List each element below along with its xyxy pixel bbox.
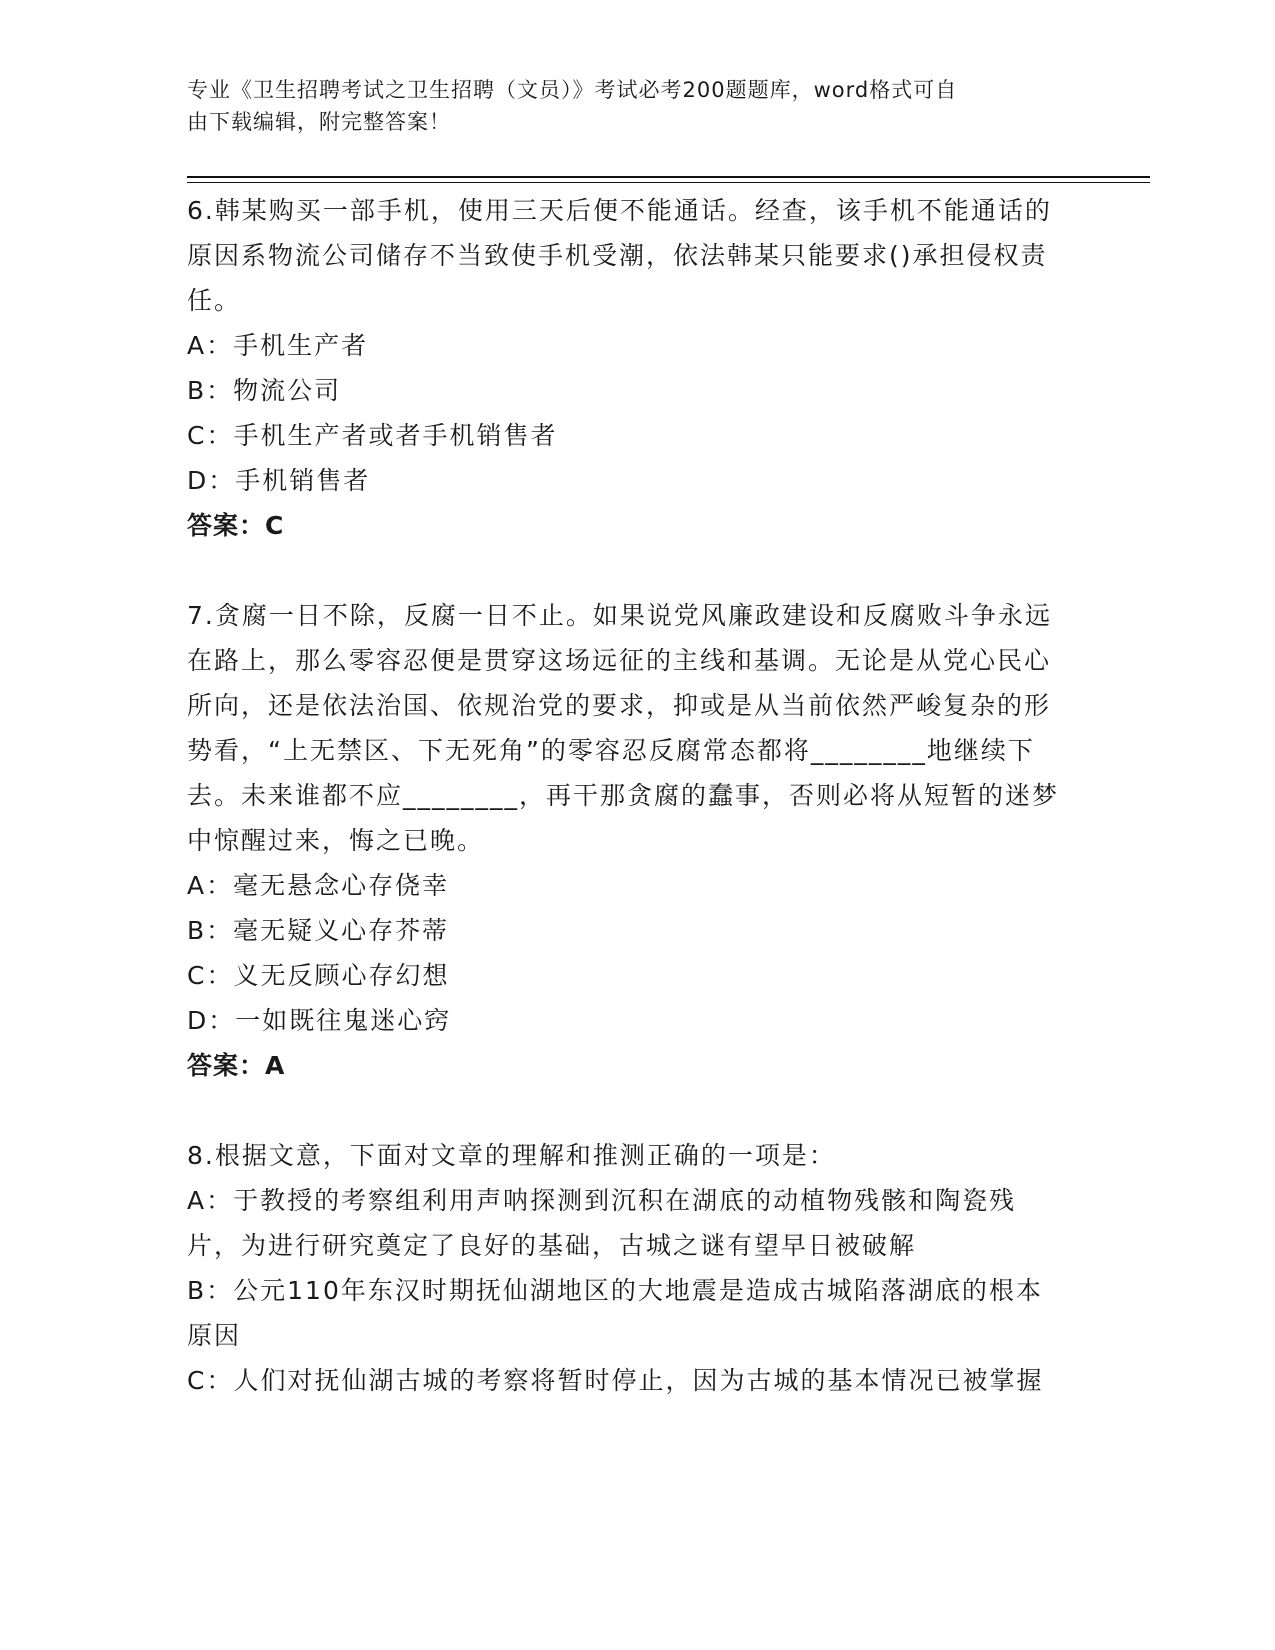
answer-line: 答案：C	[187, 511, 285, 540]
question-8	[187, 1133, 1067, 1403]
option-c: C：义无反顾心存幻想	[187, 961, 450, 990]
option-c: C：手机生产者或者手机销售者	[187, 421, 558, 450]
header-line-2: 由下载编辑，附完整答案！	[187, 110, 451, 134]
question-stem: 8.根据文意，下面对文章的理解和推测正确的一项是：	[187, 1141, 836, 1170]
option-a: A：于教授的考察组利用声呐探测到沉积在湖底的动植物残骸和陶瓷残片，为进行研究奠定了良好的基础，古城之谜有望早日被破解	[187, 1186, 1017, 1260]
option-b: B：公元110年东汉时期抚仙湖地区的大地震是造成古城陷落湖底的根本原因	[187, 1276, 1043, 1350]
option-c: C：人们对抚仙湖古城的考察将暂时停止，因为古城的基本情况已被掌握	[187, 1366, 1044, 1395]
answer-line: 答案：A	[187, 1051, 286, 1080]
question-stem: 7.贪腐一日不除，反腐一日不止。如果说党风廉政建设和反腐败斗争永远在路上，那么零容忍便是贯穿这场远征的主线和基调。无论是从党心民心所向，还是依法治国、依规治党的要求，抑或是从当前依然严峻复杂的形势看，“上无禁区、下无死角”的零容忍反腐常态都将________地继续下去。未来谁都不应________，再干那贪腐的蠢事，否则必将从短暂的迷梦中惊醒过来，悔之已晚。	[187, 601, 1060, 855]
option-d: D：一如既往鬼迷心窍	[187, 1006, 452, 1035]
header-divider-thin	[187, 182, 1150, 183]
header-divider-thick	[187, 176, 1150, 178]
question-list	[187, 188, 1067, 1403]
option-a: A：毫无悬念心存侥幸	[187, 871, 450, 900]
option-b: B：毫无疑义心存芥蒂	[187, 916, 450, 945]
option-d: D：手机销售者	[187, 466, 371, 495]
option-b: B：物流公司	[187, 376, 342, 405]
header-line-1: 专业《卫生招聘考试之卫生招聘（文员）》考试必考200题题库，word格式可自	[187, 78, 958, 102]
question-7	[187, 593, 1067, 1088]
option-a: A：手机生产者	[187, 331, 369, 360]
question-stem: 6.韩某购买一部手机，使用三天后便不能通话。经查，该手机不能通话的原因系物流公司储存不当致使手机受潮，依法韩某只能要求()承担侵权责任。	[187, 196, 1052, 315]
question-6	[187, 188, 1067, 548]
document-header	[187, 74, 1067, 138]
